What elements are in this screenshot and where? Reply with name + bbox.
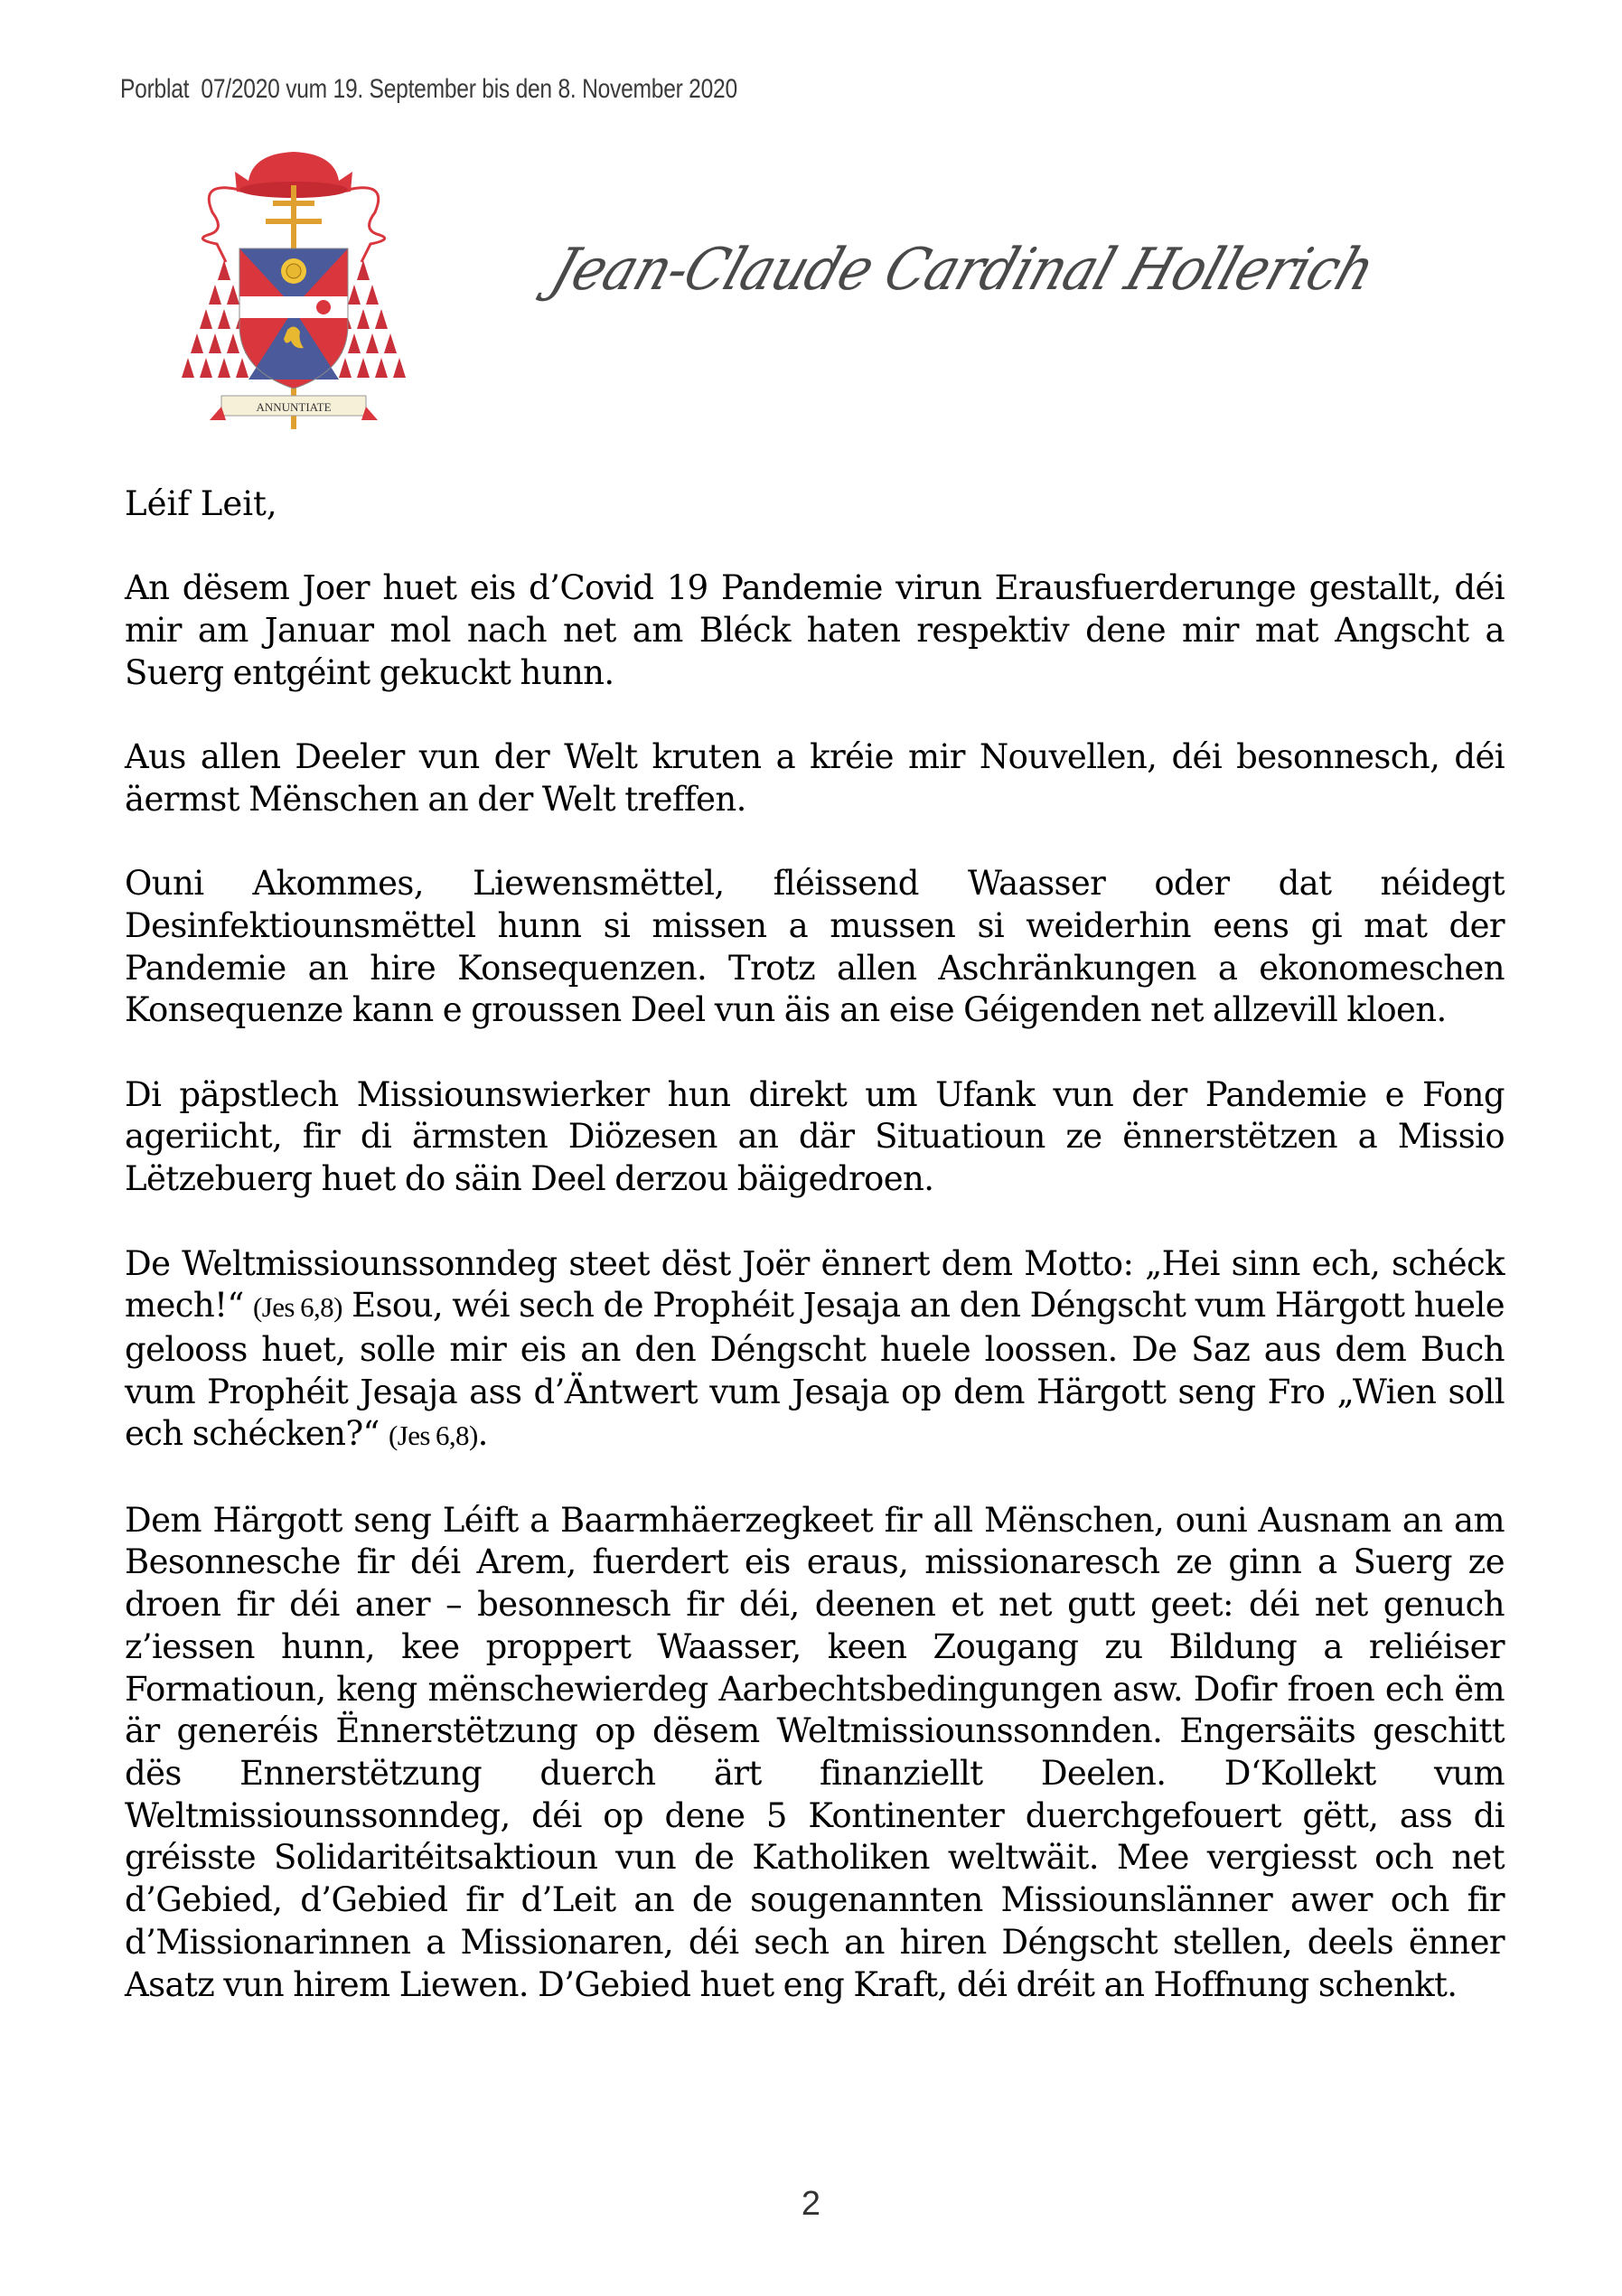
paragraph-text: Esou, wéi sech de Prophéit Jesaja an den Déngscht vum Härgott huele gelooss huet, solle mir eis an den Déngscht huele loossen. De Saz aus dem Buch vum Prophéit Jesaja ass d’Äntwert vum Jesaja op dem Härgott seng Fro „Wien soll ech schécken?“ <box>125 1286 1505 1454</box>
page-number: 2 <box>801 2185 821 2223</box>
paragraph: Di päpstlech Missiounswierker hun direkt um Ufank vun der Pandemie e Fong ageriicht, fir di ärmsten Diözesen an där Situatioun ze ënnerstëtzen a Missio Lëtzebuerg huet do säin Deel derzou bäigedroen. <box>125 1074 1505 1199</box>
letter-body <box>125 483 1505 2048</box>
bible-reference: (Jes 6,8) <box>389 1420 478 1452</box>
paragraph <box>125 1243 1505 1458</box>
signature <box>532 237 1383 336</box>
signature-text: Jean-Claude Cardinal Hollerich <box>542 237 1383 304</box>
paragraph-text: De Weltmissiounssonndeg steet dëst Joër ënnert dem Motto: „Hei sinn ech, schéck mech!“ <box>125 1243 1505 1326</box>
paragraph: Ouni Akommes, Liewensmëttel, fléissend Waasser oder dat néidegt Desinfektiounsmëttel hunn si missen a mussen si weiderhin eens gi mat der Pandemie an hire Konsequenzen. Trotz allen Aschränkungen a ekonomeschen Konsequenze kann e groussen Deel vun äis an eise Géigenden net allzevill kloen. <box>125 864 1505 1030</box>
motto-text: ANNUNTIATE <box>256 400 332 414</box>
salutation: Léif Leit, <box>125 484 277 523</box>
paragraph: Dem Härgott seng Léift a Baarmhäerzegkeet fir all Mënschen, ouni Ausnam an am Besonnesche fir déi Arem, fuerdert eis eraus, missionaresch ze ginn a Suerg ze droen fir déi aner – besonnesch fir déi, deenen et net gutt geet: déi net genuch z’iessen hunn, kee proppert Waasser, keen Zougang zu Bildung a reliéiser Formatioun, keng mënschewierdeg Aarbechtsbedingungen asw. Dofir froen ech ëm är generéis Ënnerstëtzung op dësem Weltmissiounssonnden. Engersäits geschitt dës Ennerstëtzung duerch ärt finanziellt Deelen. D‘Kollekt vum Weltmissiounssonndeg, déi op dene 5 Kontinenter duerchgefouert gëtt, ass di gréisste Solidaritéitsaktioun vun de Katholiken weltwäit. Mee vergiesst och net d’Gebied, d’Gebied fir d’Leit an de sougenannten Missiounslänner awer och fir d’Missionarinnen a Missionaren, déi sech an hiren Déngscht stellen, deels ënner Asatz vun hirem Liewen. D’Gebied huet eng Kraft, déi dréit an Hoffnung schenkt. <box>125 1500 1505 2004</box>
page-header: Porblat 07/2020 vum 19. September bis den 8. November 2020 <box>120 74 737 104</box>
paragraph: Aus allen Deeler vun der Welt kruten a kréie mir Nouvellen, déi besonnesch, déi äermst Mënschen an der Welt treffen. <box>125 737 1505 819</box>
coat-of-arms-icon <box>172 145 416 434</box>
paragraph: An dësem Joer huet eis d’Covid 19 Pandemie virun Erausfuerderunge gestallt, déi mir am Januar mol nach net am Bléck haten respektiv dene mir mat Angscht a Suerg entgéint gekuckt hunn. <box>125 568 1505 692</box>
bible-reference: (Jes 6,8) <box>253 1291 342 1324</box>
paragraph-text: . <box>477 1414 488 1454</box>
